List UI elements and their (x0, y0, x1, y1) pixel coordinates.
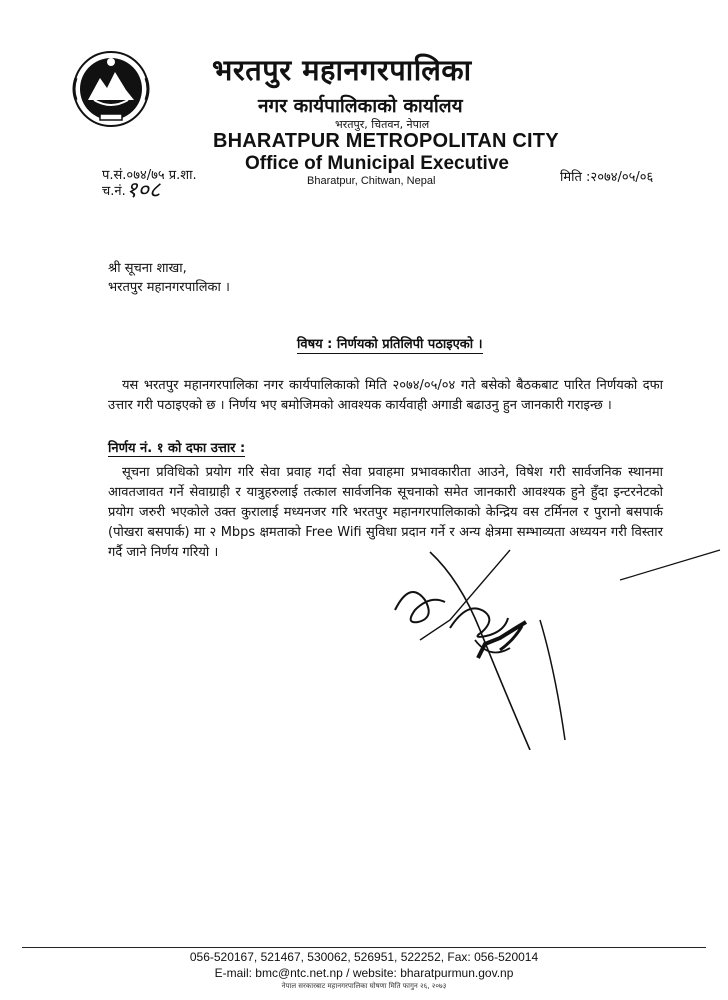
reference-number: प.सं.०७४/७५ प्र.शा. (102, 168, 197, 183)
intro-paragraph: यस भरतपुर महानगरपालिका नगर कार्यपालिकाको मिति २०७४/०५/०४ गते बसेको बैठकबाट पारित निर्णयको दफा उत्तार गरी पठाइएको छ । निर्णय भए बमोजिमको आवश्यक कार्यवाही अगाडी बढाउनु हुन जानकारी गराइन्छ । (108, 378, 663, 413)
recipient-line: श्री सूचना शाखा, (108, 261, 187, 276)
nepal-emblem-icon (70, 48, 152, 130)
signature-stamp (390, 540, 728, 750)
dispatch-label: च.नं. (102, 184, 126, 199)
address-english: Bharatpur, Chitwan, Nepal (307, 175, 436, 187)
municipality-title-nepali: भरतपुर महानगरपालिका (212, 53, 472, 87)
office-title-nepali: नगर कार्यपालिकाको कार्यालय (258, 95, 463, 117)
footer-fine-print: नेपाल सरकारबाट महानगरपालिका घोषणा मिति फागुन २६, २०७३ (281, 982, 447, 990)
footer-email-website: E-mail: bmc@ntc.net.np / website: bharatpurmun.gov.np (214, 966, 514, 980)
letter-date: मिति :२०७४/०५/०६ (560, 170, 654, 185)
footer-phone: 056-520167, 521467, 530062, 526951, 522252, Fax: 056-520014 (189, 950, 539, 964)
municipality-title-english: BHARATPUR METROPOLITAN CITY (213, 130, 559, 152)
decision-heading: निर्णय नं. १ को दफा उत्तार : (108, 438, 245, 457)
address-nepali: भरतपुर, चितवन, नेपाल (335, 118, 430, 131)
dispatch-number-handwritten: १०८ (126, 178, 161, 203)
letter-subject: विषय : निर्णयको प्रतिलिपी पठाइएको । (297, 334, 483, 354)
recipient-line: भरतपुर महानगरपालिका । (108, 280, 230, 295)
footer-divider (22, 947, 706, 948)
decision-paragraph: सूचना प्रविधिको प्रयोग गरि सेवा प्रवाह गर्दा सेवा प्रवाहमा प्रभावकारीता आउने, विषेश गरी सार्वजनिक स्थानमा आवतजावत गर्ने सेवाग्राही र यात्रुहरुलाई तत्काल सार्वजनिक सूचनाको समेत जानकारी आवश्यक हुने हुँदा इन्टरनेटको प्रयोग जरुरी भएकोले उक्त कुरालाई मध्यनजर गरि भरतपुर महानगरपालिकाको केन्द्रिय वस टर्मिनल र पुरानो बसपार्क (पोखरा बसपार्क) मा २ Mbps क्षमताको Free Wifi सुविधा प्रदान गर्ने र अन्य क्षेत्रमा सम्भाव्यता अध्ययन गरी विस्तार गर्दै जाने निर्णय गरियो । (108, 465, 663, 560)
office-title-english: Office of Municipal Executive (245, 153, 509, 174)
